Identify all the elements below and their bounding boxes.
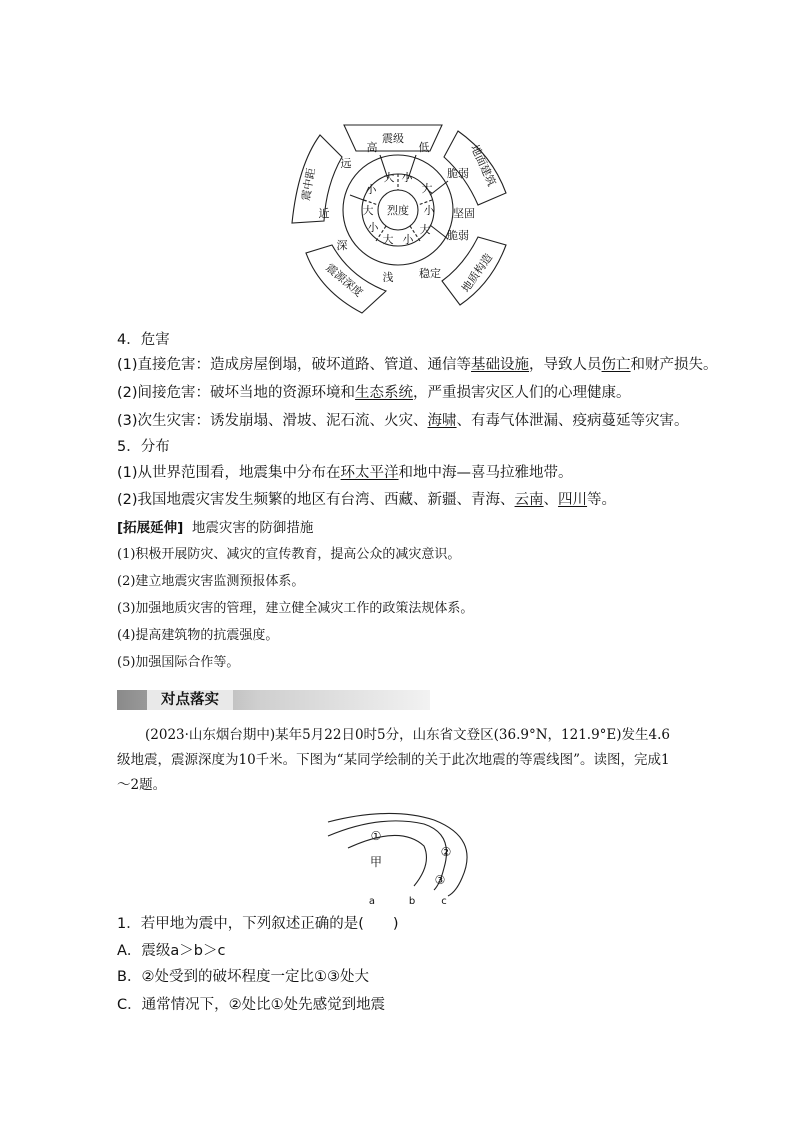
wheel-outer-label: 地质构造 (459, 251, 496, 295)
wheel-inner-label: 大 (382, 233, 394, 246)
wheel-mid-label: 深 (336, 239, 348, 252)
wheel-inner-label: 小 (367, 221, 379, 234)
wheel-mid-label: 浅 (382, 271, 394, 284)
wheel-mid-label: 远 (340, 157, 352, 170)
answer-option: C．通常情况下，②处比①处先感觉到地震 (117, 997, 386, 1013)
wheel-inner-label: 小 (423, 204, 435, 217)
isoseismal-map (320, 808, 500, 908)
wheel-outer-label: 震中距 (299, 167, 318, 202)
curve-label: a (368, 896, 376, 907)
question-intro: (2023·山东烟台期中)某年5月22日0时5分，山东省文登区(36.9°N，121.9°E)发生4.6级地震，震源深度为10千米。下图为“某同学绘制的关于此次地震的等震线图”。读图，完成1～2题。 (117, 727, 671, 793)
marker-2: ② (440, 845, 452, 859)
marker-1: ① (370, 829, 382, 843)
wheel-inner-label: 小 (401, 171, 413, 184)
wheel-inner-label: 大 (383, 171, 395, 184)
wheel-inner-label: 大 (421, 182, 433, 195)
extension-item: (1)积极开展防灾、减灾的宣传教育，提高公众的减灾意识。 (117, 547, 461, 562)
wheel-mid-label: 脆弱 (447, 229, 469, 242)
wheel-outer-label: 震级 (382, 132, 404, 145)
wheel-mid-label: 坚固 (453, 207, 475, 220)
section-heading: 4．危害 (117, 332, 170, 348)
answer-option: B．②处受到的破坏程度一定比①③处大 (117, 969, 369, 985)
wheel-mid-label: 低 (418, 141, 430, 154)
extension-item: (3)加强地质灾害的管理，建立健全减灾工作的政策法规体系。 (117, 601, 474, 616)
wheel-inner-label: 大 (362, 204, 374, 217)
extension-subtitle: 地震灾害的防御措施 (191, 520, 314, 536)
paragraph-line: (3)次生灾害：诱发崩塌、滑坡、泥石流、火灾、海啸、有毒气体泄漏、疫病蔓延等灾害。 (117, 413, 689, 429)
extension-title: [拓展延伸] (117, 520, 184, 536)
extension-title-line (117, 518, 313, 538)
region-label: 甲 (369, 855, 383, 869)
paragraph-line: (1)从世界范围看，地震集中分布在环太平洋和地中海—喜马拉雅地带。 (117, 465, 573, 481)
wheel-inner-label: 大 (419, 223, 431, 236)
wheel-outer-label: 震源深度 (323, 261, 366, 300)
extension-item: (5)加强国际合作等。 (117, 655, 240, 670)
practice-banner (117, 690, 430, 710)
extension-item: (2)建立地震灾害监测预报体系。 (117, 574, 305, 589)
wheel-inner-label: 小 (365, 183, 377, 196)
wheel-mid-label: 脆弱 (447, 167, 469, 180)
curve-label: b (408, 896, 416, 907)
answer-option: A．震级a＞b＞c (117, 943, 226, 959)
wheel-mid-label: 高 (366, 141, 378, 154)
paragraph-line: (1)直接危害：造成房屋倒塌，破坏道路、管道、通信等基础设施，导致人员伤亡和财产损失。 (117, 357, 718, 373)
wheel-center-label: 烈度 (387, 204, 409, 217)
intensity-factors-diagram (280, 95, 520, 325)
question-stem: 1．若甲地为震中，下列叙述正确的是( ) (117, 916, 399, 932)
wheel-mid-label: 稳定 (419, 267, 441, 280)
section-heading: 5．分布 (117, 439, 170, 455)
practice-banner-label: 对点落实 (147, 690, 233, 710)
extension-item: (4)提高建筑物的抗震强度。 (117, 628, 279, 643)
wheel-outer-label: 地面建筑 (467, 142, 499, 189)
marker-3: ③ (434, 873, 446, 887)
paragraph-line: (2)间接危害：破坏当地的资源环境和生态系统，严重损害灾区人们的心理健康。 (117, 385, 631, 401)
paragraph-line: (2)我国地震灾害发生频繁的地区有台湾、西藏、新疆、青海、云南、四川等。 (117, 492, 617, 508)
wheel-inner-label: 小 (402, 233, 414, 246)
wheel-mid-label: 近 (318, 207, 330, 220)
curve-label: c (441, 896, 447, 907)
